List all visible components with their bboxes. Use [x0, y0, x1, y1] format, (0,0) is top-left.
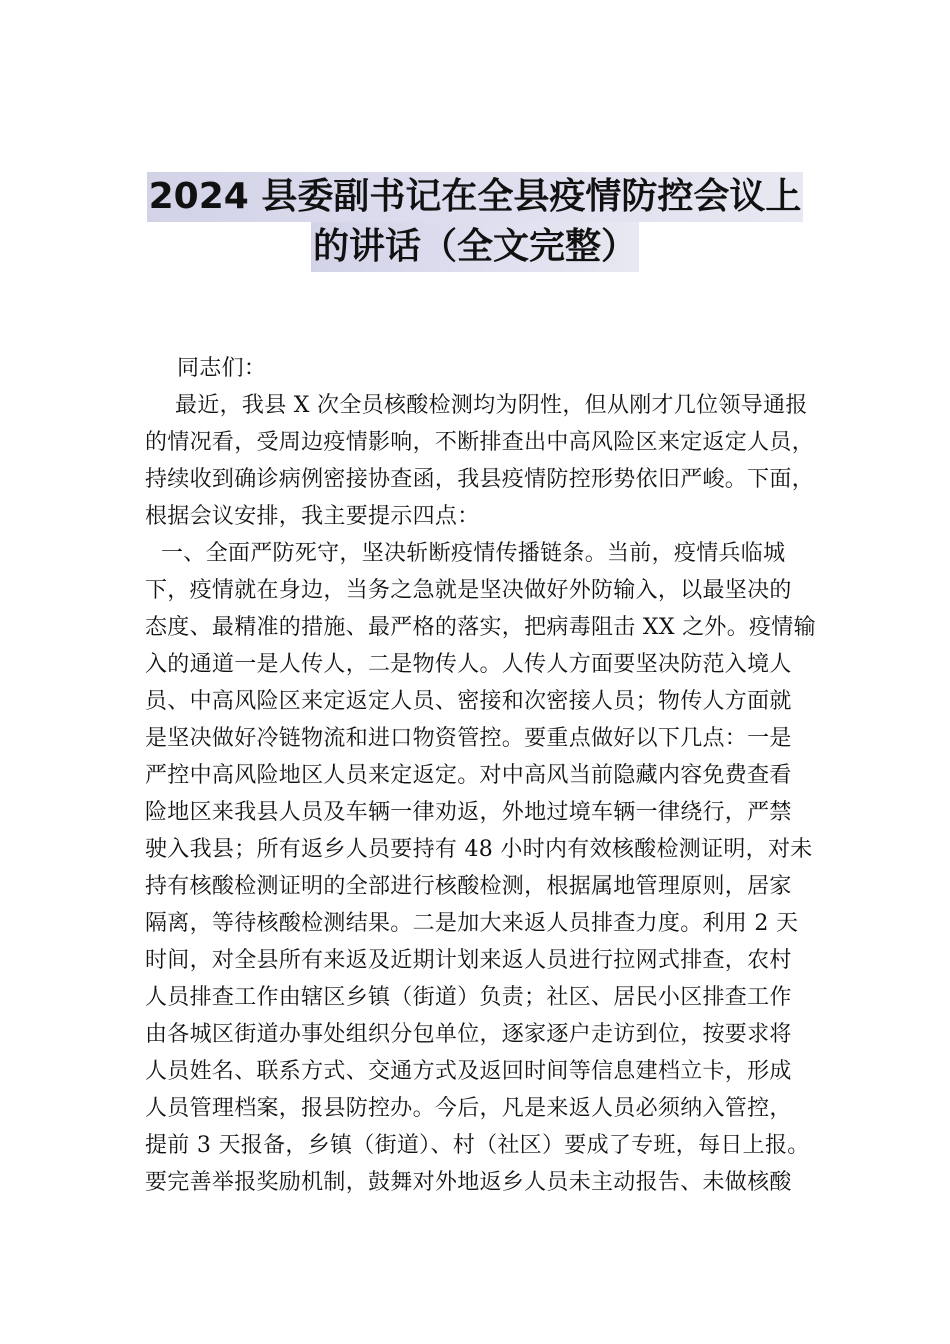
body-line: 人员管理档案，报县防控办。今后，凡是来返人员必须纳入管控， [145, 1096, 792, 1121]
document-body [145, 350, 830, 1201]
body-line: 驶入我县；所有返乡人员要持有 48 小时内有效核酸检测证明，对未 [145, 837, 813, 862]
body-line: 持有核酸检测证明的全部进行核酸检测，根据属地管理原则，居家 [145, 874, 792, 899]
body-line: 严控中高风险地区人员来定返定。对中高风当前隐藏内容免费查看 [145, 763, 792, 788]
body-line: 时间，对全县所有来返及近期计划来返人员进行拉网式排查，农村 [145, 948, 792, 973]
body-line: 是坚决做好冷链物流和进口物资管控。要重点做好以下几点：一是 [145, 726, 792, 751]
body-line: 由各城区街道办事处组织分包单位，逐家逐户走访到位，按要求将 [145, 1022, 792, 1047]
document-title [0, 172, 950, 272]
body-line: 提前 3 天报备，乡镇（街道）、村（社区）要成了专班，每日上报。 [145, 1133, 810, 1158]
body-line: 态度、最精准的措施、最严格的落实，把病毒阻击 XX 之外。疫情输 [145, 615, 816, 640]
body-line: 人员姓名、联系方式、交通方式及返回时间等信息建档立卡，形成 [145, 1059, 792, 1084]
body-line: 隔离，等待核酸检测结果。二是加大来返人员排查力度。利用 2 天 [145, 911, 799, 936]
greeting: 同志们： [177, 356, 267, 381]
body-line: 一、全面严防死守，坚决斩断疫情传播链条。当前，疫情兵临城 [161, 541, 786, 566]
body-line: 的情况看，受周边疫情影响，不断排查出中高风险区来定返定人员， [145, 430, 815, 455]
title-line-2: 的讲话（全文完整） [311, 222, 639, 272]
body-line: 持续收到确诊病例密接协查函，我县疫情防控形势依旧严峻。下面， [145, 467, 815, 492]
body-line: 根据会议安排，我主要提示四点： [145, 504, 480, 529]
body-line: 入的通道一是人传人，二是物传人。人传人方面要坚决防范入境人 [145, 652, 792, 677]
body-line: 下，疫情就在身边，当务之急就是坚决做好外防输入，以最坚决的 [145, 578, 792, 603]
body-line: 险地区来我县人员及车辆一律劝返，外地过境车辆一律绕行，严禁 [145, 800, 792, 825]
body-line: 员、中高风险区来定返定人员、密接和次密接人员；物传人方面就 [145, 689, 792, 714]
body-line: 人员排查工作由辖区乡镇（街道）负责；社区、居民小区排查工作 [145, 985, 792, 1010]
body-line: 最近，我县 X 次全员核酸检测均为阴性，但从刚才几位领导通报 [175, 393, 808, 418]
title-line-1: 2024 县委副书记在全县疫情防控会议上 [147, 172, 804, 222]
body-line: 要完善举报奖励机制，鼓舞对外地返乡人员未主动报告、未做核酸 [145, 1170, 792, 1195]
